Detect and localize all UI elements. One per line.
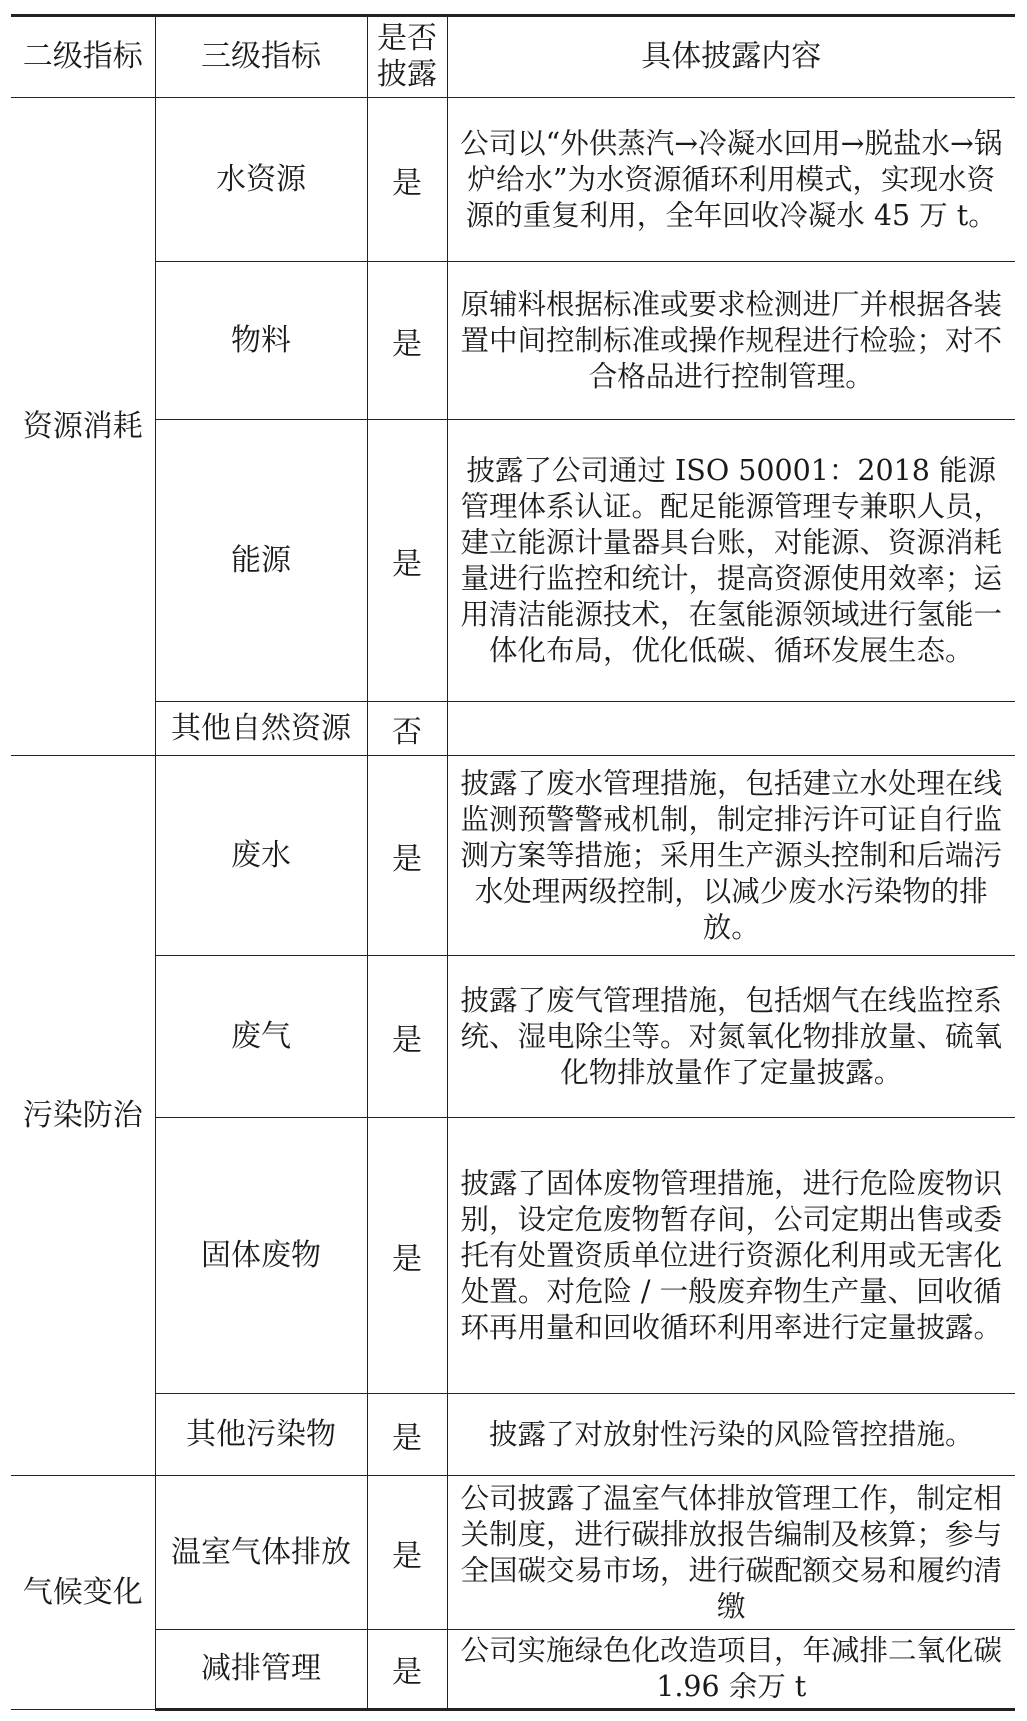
category-cell: 气候变化 — [11, 1476, 155, 1710]
table-row — [11, 756, 1015, 956]
table-row — [11, 1630, 1015, 1710]
content-cell: 公司披露了温室气体排放管理工作，制定相关制度，进行碳排放报告编制及核算；参与全国碳交易市场，进行碳配额交易和履约清缴 — [447, 1476, 1015, 1630]
disclosed-cell: 是 — [367, 1394, 447, 1476]
content-cell — [447, 702, 1015, 756]
indicator-cell: 水资源 — [155, 98, 367, 262]
category-cell: 资源消耗 — [11, 98, 155, 756]
table-row — [11, 956, 1015, 1118]
header-level2-indicator: 二级指标 — [11, 16, 155, 98]
content-cell: 原辅料根据标准或要求检测进厂并根据各装置中间控制标准或操作规程进行检验；对不合格品进行控制管理。 — [447, 262, 1015, 420]
table-row — [11, 262, 1015, 420]
disclosed-cell: 是 — [367, 1630, 447, 1710]
disclosed-cell: 是 — [367, 420, 447, 702]
indicator-cell: 减排管理 — [155, 1630, 367, 1710]
header-level3-indicator: 三级指标 — [155, 16, 367, 98]
disclosed-cell: 是 — [367, 262, 447, 420]
header-content: 具体披露内容 — [447, 16, 1015, 98]
indicator-cell: 其他污染物 — [155, 1394, 367, 1476]
indicator-cell: 废气 — [155, 956, 367, 1118]
table-row — [11, 1118, 1015, 1394]
disclosed-cell: 是 — [367, 1476, 447, 1630]
table-row — [11, 420, 1015, 702]
table-row — [11, 1476, 1015, 1630]
table-row — [11, 1394, 1015, 1476]
indicator-cell: 其他自然资源 — [155, 702, 367, 756]
disclosed-cell: 是 — [367, 1118, 447, 1394]
disclosure-table — [11, 14, 1015, 1711]
disclosed-cell: 是 — [367, 956, 447, 1118]
indicator-cell: 能源 — [155, 420, 367, 702]
disclosed-cell: 否 — [367, 702, 447, 756]
content-cell: 披露了对放射性污染的风险管控措施。 — [447, 1394, 1015, 1476]
content-cell: 公司实施绿色化改造项目，年减排二氧化碳 1.96 余万 t — [447, 1630, 1015, 1710]
content-cell: 披露了公司通过 ISO 50001：2018 能源管理体系认证。配足能源管理专兼职人员，建立能源计量器具台账，对能源、资源消耗量进行监控和统计，提高资源使用效率；运用清洁能源技术，在氢能源领域进行氢能一体化布局，优化低碳、循环发展生态。 — [447, 420, 1015, 702]
indicator-cell: 物料 — [155, 262, 367, 420]
indicator-cell: 固体废物 — [155, 1118, 367, 1394]
header-disclosed: 是否披露 — [367, 16, 447, 98]
content-cell: 披露了废水管理措施，包括建立水处理在线监测预警警戒机制，制定排污许可证自行监测方案等措施；采用生产源头控制和后端污水处理两级控制，以减少废水污染物的排放。 — [447, 756, 1015, 956]
category-cell: 污染防治 — [11, 756, 155, 1476]
disclosed-cell: 是 — [367, 756, 447, 956]
content-cell: 公司以“外供蒸汽→冷凝水回用→脱盐水→锅炉给水”为水资源循环利用模式，实现水资源的重复利用，全年回收冷凝水 45 万 t。 — [447, 98, 1015, 262]
disclosed-cell: 是 — [367, 98, 447, 262]
indicator-cell: 温室气体排放 — [155, 1476, 367, 1630]
header-row — [11, 16, 1015, 98]
content-cell: 披露了废气管理措施，包括烟气在线监控系统、湿电除尘等。对氮氧化物排放量、硫氧化物排放量作了定量披露。 — [447, 956, 1015, 1118]
content-cell: 披露了固体废物管理措施，进行危险废物识别，设定危废物暂存间，公司定期出售或委托有处置资质单位进行资源化利用或无害化处置。对危险 / 一般废弃物生产量、回收循环再用量和回收循环利用率进行定量披露。 — [447, 1118, 1015, 1394]
table-row — [11, 98, 1015, 262]
table-row — [11, 702, 1015, 756]
indicator-cell: 废水 — [155, 756, 367, 956]
